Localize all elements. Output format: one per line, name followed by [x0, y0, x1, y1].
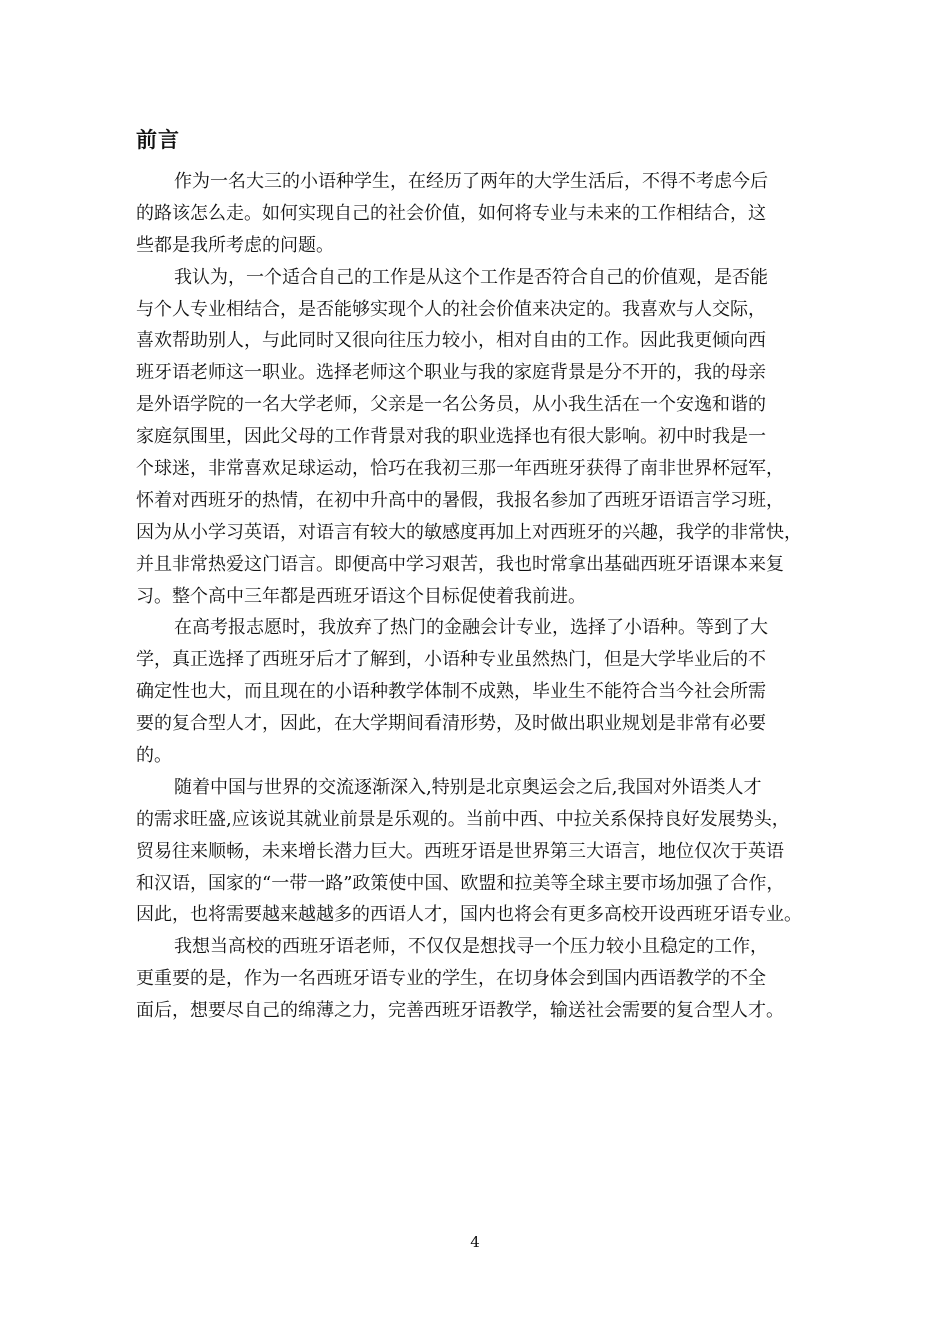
- text-line: 和汉语，国家的“一带一路”政策使中国、欧盟和拉美等全球主要市场加强了合作，: [136, 872, 785, 894]
- paragraph: [136, 612, 826, 771]
- text-line: 些都是我所考虑的问题。: [136, 234, 334, 256]
- text-line: 要的复合型人才，因此，在大学期间看清形势，及时做出职业规划是非常有必要: [136, 713, 766, 735]
- text-line: 更重要的是，作为一名西班牙语专业的学生，在切身体会到国内西语教学的不全: [136, 968, 766, 990]
- paragraph: [136, 262, 826, 613]
- paragraph: [136, 772, 826, 931]
- text-line: 我认为，一个适合自己的工作是从这个工作是否符合自己的价值观，是否能: [174, 266, 768, 288]
- text-line: 的路该怎么走。如何实现自己的社会价值，如何将专业与未来的工作相结合，这: [136, 202, 766, 224]
- text-line: 与个人专业相结合，是否能够实现个人的社会价值来决定的。我喜欢与人交际，: [136, 298, 766, 320]
- text-line: 并且非常热爱这门语言。即便高中学习艰苦，我也时常拿出基础西班牙语课本来复: [136, 553, 784, 575]
- text-line: 家庭氛围里，因此父母的工作背景对我的职业选择也有很大影响。初中时我是一: [136, 426, 766, 448]
- text-line: 因此，也将需要越来越越多的西语人才，国内也将会有更多高校开设西班牙语专业。: [136, 904, 802, 926]
- text-line: 贸易往来顺畅，未来增长潜力巨大。西班牙语是世界第三大语言，地位仅次于英语: [136, 840, 784, 862]
- text-line: 随着中国与世界的交流逐渐深入,特别是北京奥运会之后,我国对外语类人才: [174, 776, 762, 798]
- text-line: 作为一名大三的小语种学生，在经历了两年的大学生活后，不得不考虑今后: [174, 171, 768, 192]
- text-line: 在高考报志愿时，我放弃了热门的金融会计专业，选择了小语种。等到了大: [174, 617, 768, 639]
- text-line: 因为从小学习英语，对语言有较大的敏感度再加上对西班牙的兴趣，我学的非常快，: [136, 521, 802, 543]
- text-line: 班牙语老师这一职业。选择老师这个职业与我的家庭背景是分不开的，我的母亲: [136, 362, 766, 384]
- paragraph: [136, 931, 826, 1027]
- page-number: 4: [470, 1233, 480, 1251]
- text-line: 确定性也大，而且现在的小语种教学体制不成熟，毕业生不能符合当今社会所需: [136, 681, 766, 703]
- text-line: 是外语学院的一名大学老师，父亲是一名公务员，从小我生活在一个安逸和谐的: [136, 394, 766, 416]
- text-line: 的需求旺盛,应该说其就业前景是乐观的。当前中西、中拉关系保持良好发展势头，: [136, 808, 790, 830]
- text-line: 习。整个高中三年都是西班牙语这个目标促使着我前进。: [136, 585, 586, 607]
- section-heading: 前言: [136, 128, 180, 152]
- text-line: 喜欢帮助别人，与此同时又很向往压力较小，相对自由的工作。因此我更倾向西: [136, 330, 766, 352]
- body-text: [136, 166, 826, 1027]
- text-line: 怀着对西班牙的热情，在初中升高中的暑假，我报名参加了西班牙语语言学习班，: [136, 489, 784, 511]
- text-line: 学，真正选择了西班牙后才了解到，小语种专业虽然热门，但是大学毕业后的不: [136, 649, 766, 671]
- text-line: 的。: [136, 745, 172, 767]
- paragraph: [136, 166, 826, 262]
- text-line: 我想当高校的西班牙语老师，不仅仅是想找寻一个压力较小且稳定的工作，: [174, 936, 768, 958]
- text-line: 个球迷，非常喜欢足球运动，恰巧在我初三那一年西班牙获得了南非世界杯冠军，: [136, 458, 784, 480]
- text-line: 面后，想要尽自己的绵薄之力，完善西班牙语教学，输送社会需要的复合型人才。: [136, 1000, 784, 1022]
